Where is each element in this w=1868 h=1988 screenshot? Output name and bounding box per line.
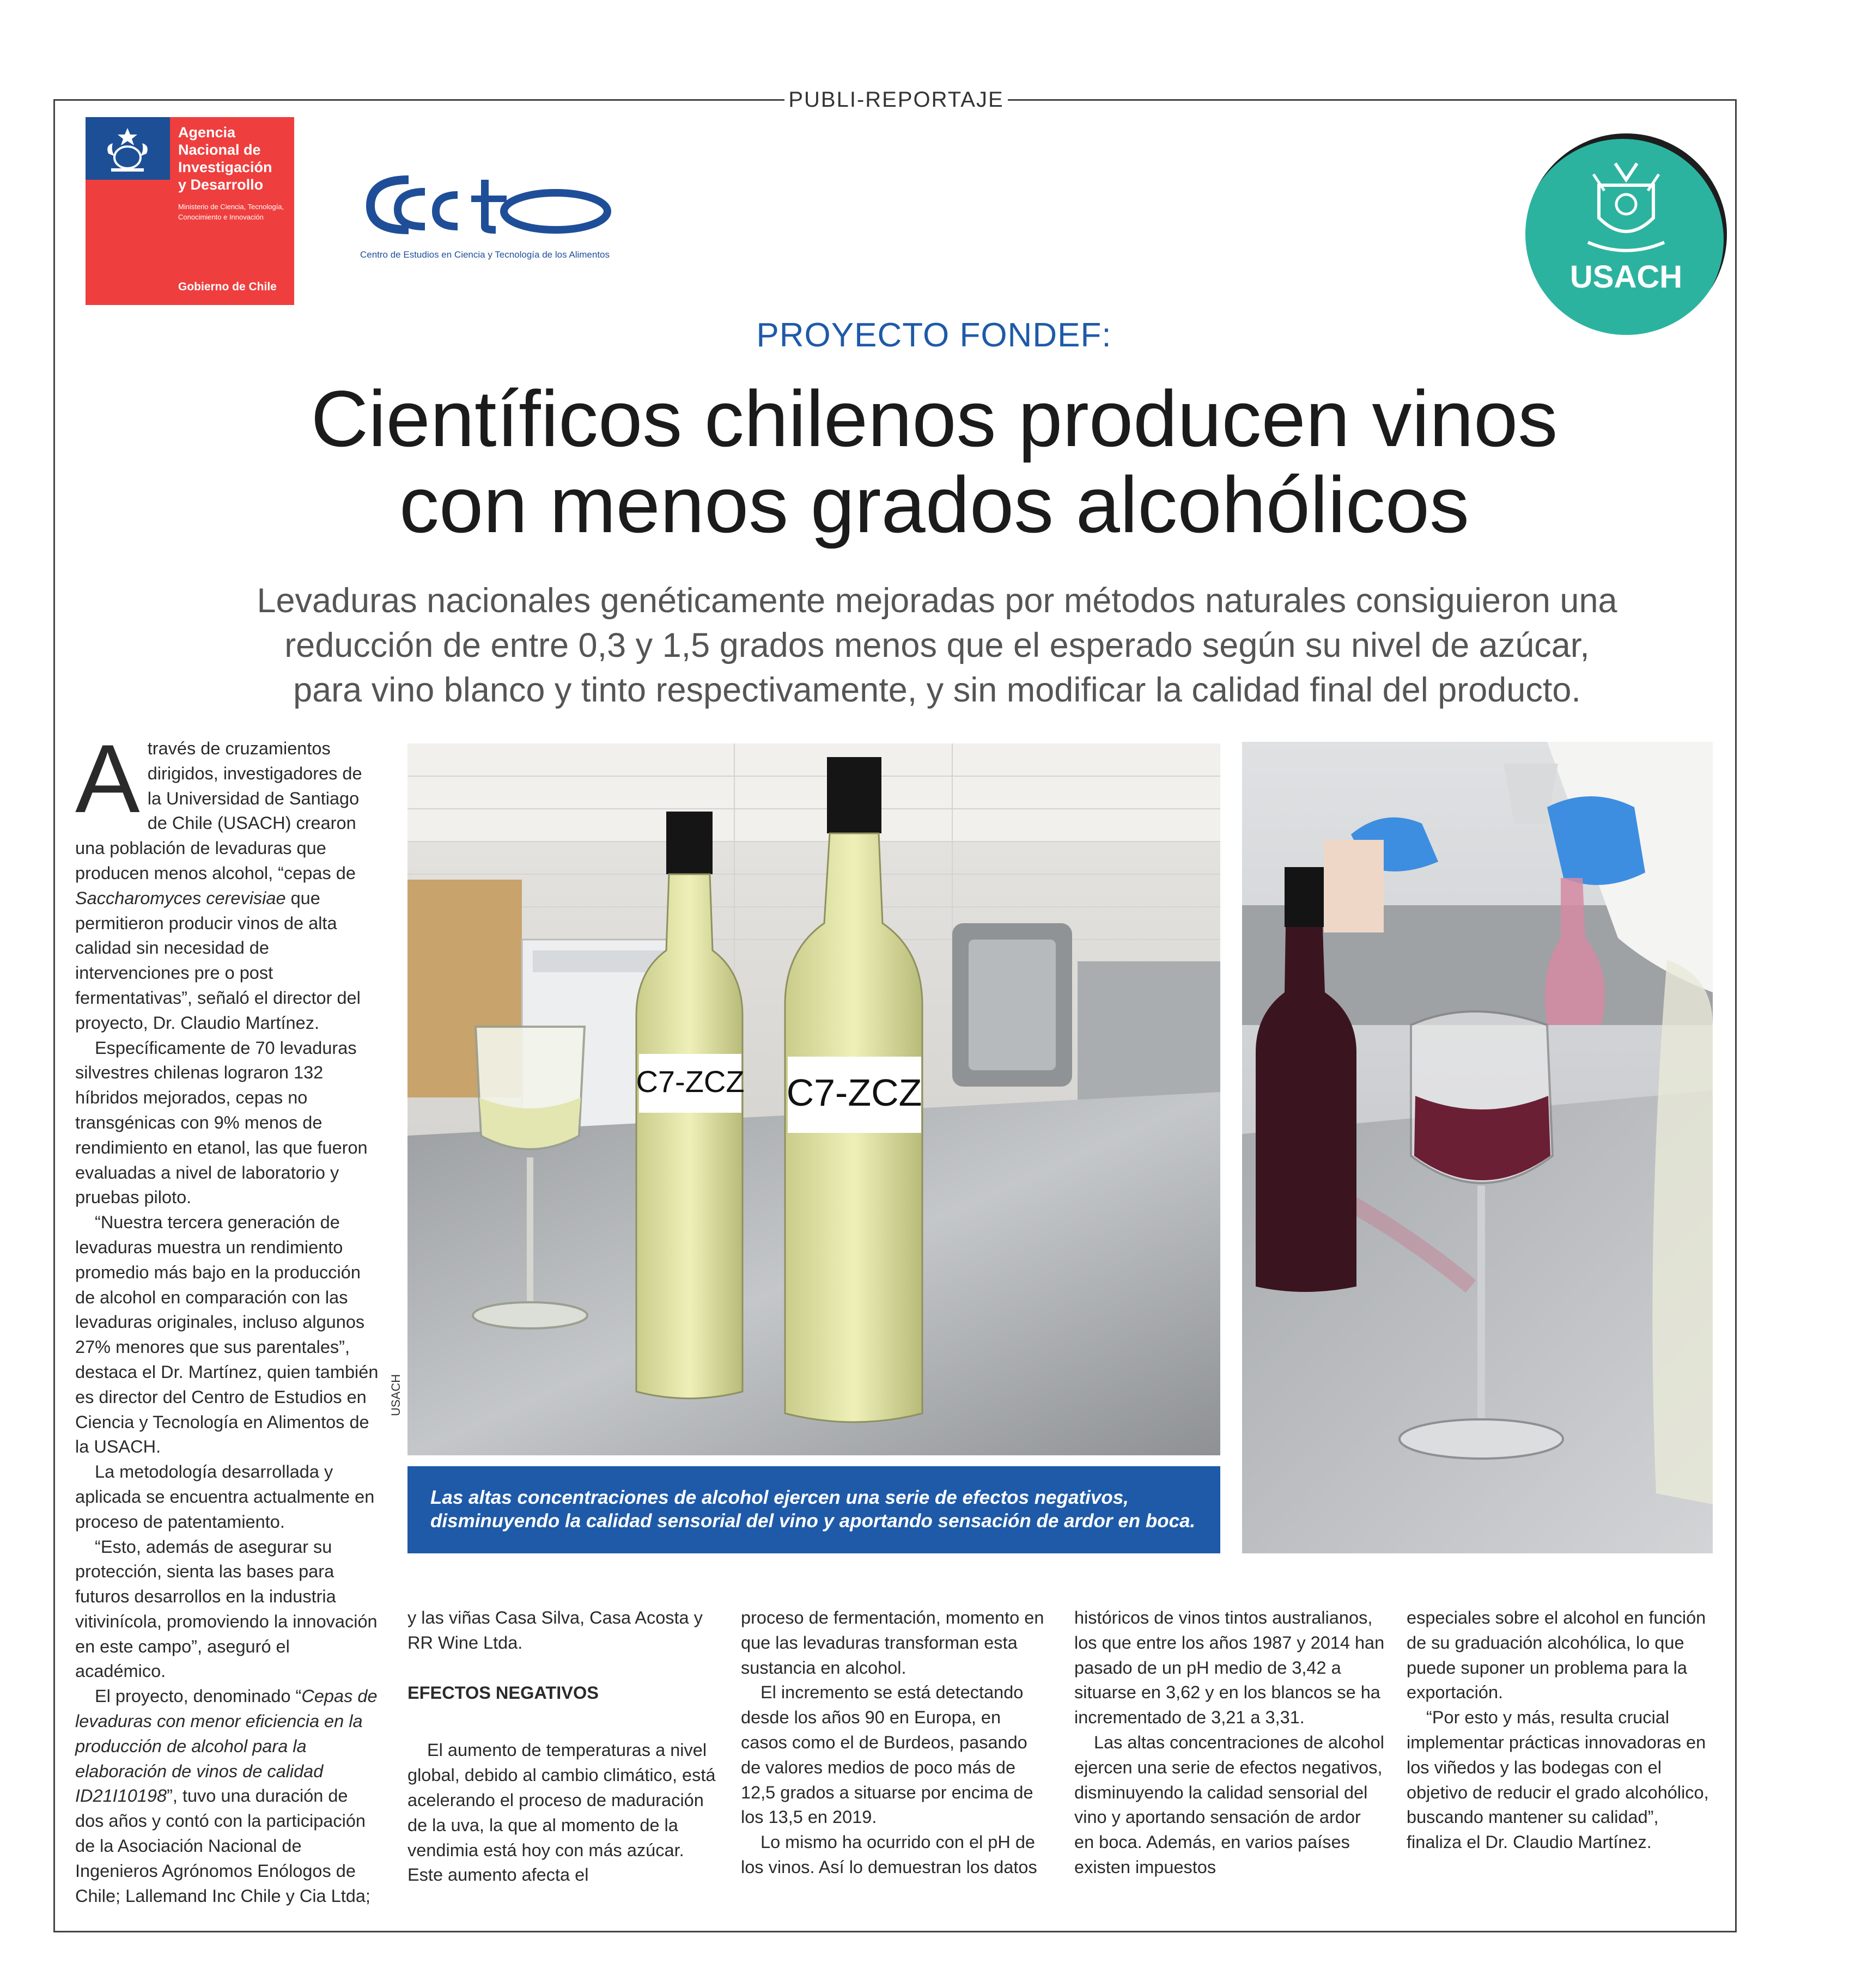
paragraph: “Esto, además de asegurar su protección, sienta las bases para futuros desarrollos en la industria vitivinícola, promoviendo la innovación en este campo”, aseguró el académico. — [75, 1536, 378, 1681]
subhead-efectos-negativos: EFECTOS NEGATIVOS — [407, 1682, 599, 1703]
paragraph: El aumento de temperaturas a nivel global, debido al cambio climático, está acelerando el proceso de maduración de la uva, la que al momento de la vendimia está hoy con más azúcar. Este aumento afecta el — [407, 1740, 716, 1885]
paragraph: La metodología desarrollada y aplicada se encuentra actualmente en proceso de patentamiento. — [75, 1462, 375, 1532]
paragraph: especiales sobre el alcohol en función de su graduación alcohólica, lo que puede suponer un problema para la exportación. — [1407, 1608, 1706, 1703]
paragraph: y las viñas Casa Silva, Casa Acosta y RR Wine Ltda. — [407, 1608, 703, 1652]
anid-logo — [86, 117, 294, 305]
usach-logo — [1525, 133, 1727, 335]
photo-credit: USACH — [389, 1374, 403, 1416]
dropcap: A — [75, 724, 140, 833]
cecta-wordmark-icon — [360, 169, 616, 240]
anid-government: Gobierno de Chile — [178, 280, 277, 293]
photo-red-wine-glass — [1242, 742, 1713, 1553]
headline: Científicos chilenos producen vinos con menos grados alcohólicos — [311, 374, 1558, 549]
anid-name: Agencia Nacional de Investigación y Desarrollo — [178, 124, 272, 193]
chile-coat-of-arms-icon — [98, 124, 157, 175]
body-column-5 — [1407, 1606, 1717, 1855]
lede: Levaduras nacionales genéticamente mejoradas por métodos naturales consiguieron una reducción de entre 0,3 y 1,5 grados menos que el esperado según su nivel de azúcar, para vino blanco y tinto respectivamente, y sin modificar la calidad final del producto. — [257, 582, 1617, 709]
cecta-logo — [338, 169, 632, 267]
kicker: PROYECTO FONDEF: — [756, 316, 1112, 354]
paragraph: Específicamente de 70 levaduras silvestres chilenas lograron 132 híbridos mejorados, cepas no transgénicas con 9% menos de rendimiento en etanol, las que fueron evaluadas a nivel de laboratorio y pruebas piloto. — [75, 1038, 368, 1208]
paragraph: El incremento se está detectando desde los años 90 en Europa, en casos como el de Burdeos, pasando de valores medios de poco más de 12,5 grados a situarse por encima de los 13,5 en 2019. — [741, 1682, 1033, 1827]
body-column-2 — [407, 1606, 718, 1888]
bottle-label: C7-ZCZ — [786, 1071, 922, 1114]
body-column-1: Através de cruzamientos dirigidos, investigadores de la Universidad de Santiago de Chile (USACH) crearon una población de levaduras que producen menos alcohol, “cepas de Saccharomyces cerevisiae que permitieron producir vinos de alta calidad sin necesidad de intervenciones pre o post fermentativas”, señaló el director del proyecto, Dr. Claudio Martínez. Específicamente de 70 levaduras silvestres chilenas lograron 132 híbridos mejorados, cepas no transgénicas con 9% menos de rendimiento en etanol, las que fueron evaluadas a nivel de laboratorio y pruebas piloto. “Nuestra tercera generación de levaduras muestra un rendimiento promedio más bajo en la producción de alcohol en comparación con las levaduras originales, incluso algunos 27% menores que sus parentales”, destaca el Dr. Martínez, quien también es director del Centro de Estudios en Ciencia y Tecnología en Alimentos de la USACH. La metodología desarrollada y aplicada se encuentra actualmente en proceso de patentamiento. “Esto, además de asegurar su protección, sienta las bases para futuros desarrollos en la industria vitivinícola, promoviendo la innovación en este campo”, aseguró el académico. El proyecto, denominado “Cepas de levaduras con menor eficiencia en la producción de alcohol para la elaboración de vinos de calidad ID21I10198”, tuvo una duración de dos años y contó con la participación de la Asociación Nacional de Ingenieros Agrónomos Enólogos de Chile; Lallemand Inc Chile y Cia Ltda; — [75, 736, 380, 1908]
paragraph: “Nuestra tercera generación de levaduras muestra un rendimiento promedio más bajo en la producción de alcohol en comparación con las levaduras originales, incluso algunos 27% menores que sus parentales”, destaca el Dr. Martínez, quien también es director del Centro de Estudios en Ciencia y Tecnología en Alimentos de la USACH. — [75, 1212, 379, 1457]
section-label: PUBLI-REPORTAJE — [784, 87, 1008, 112]
paragraph: El proyecto, denominado “Cepas de levaduras con menor eficiencia en la producción de alcohol para la elaboración de vinos de calidad ID21I10198”, tuvo una duración de dos años y contó con la participación de la Asociación Nacional de Ingenieros Agrónomos Enólogos de Chile; Lallemand Inc Chile y Cia Ltda; — [75, 1686, 378, 1906]
anid-ministry: Ministerio de Ciencia, Tecnología, Conocimiento e Innovación — [178, 203, 284, 221]
body-column-4 — [1074, 1606, 1385, 1880]
paragraph: proceso de fermentación, momento en que las levaduras transforman esta sustancia en alcohol. — [741, 1608, 1044, 1678]
cecta-tagline: Centro de Estudios en Ciencia y Tecnología de los Alimentos — [360, 249, 610, 260]
usach-name: USACH — [1569, 259, 1683, 295]
paragraph: “Por esto y más, resulta crucial implementar prácticas innovadoras en los viñedos y las bodegas con el objetivo de reducir el grado alcohólico, buscando mantener su calidad”, finaliza el Dr. Claudio Martínez. — [1407, 1708, 1709, 1852]
photo-caption: Las altas concentraciones de alcohol ejercen una serie de efectos negativos, disminuyendo la calidad sensorial del vino y aportando sensación de ardor en boca. — [407, 1466, 1220, 1553]
paragraph: Las altas concentraciones de alcohol ejercen una serie de efectos negativos, disminuyendo la calidad sensorial del vino y aportando sensación de ardor en boca. Además, en varios países existen impuestos — [1074, 1732, 1384, 1877]
usach-crest-icon — [1583, 153, 1670, 261]
paragraph: históricos de vinos tintos australianos, los que entre los años 1987 y 2014 han pasado de un pH medio de 3,42 a situarse en 3,62 y en los blancos se ha incrementado de 3,21 a 3,31. — [1074, 1608, 1385, 1728]
body-column-3 — [741, 1606, 1051, 1880]
photo-white-wine-bottles — [407, 743, 1220, 1455]
bottle-label: C7-ZCZ — [636, 1064, 745, 1099]
paragraph: Lo mismo ha ocurrido con el pH de los vinos. Así lo demuestran los datos — [741, 1832, 1037, 1877]
